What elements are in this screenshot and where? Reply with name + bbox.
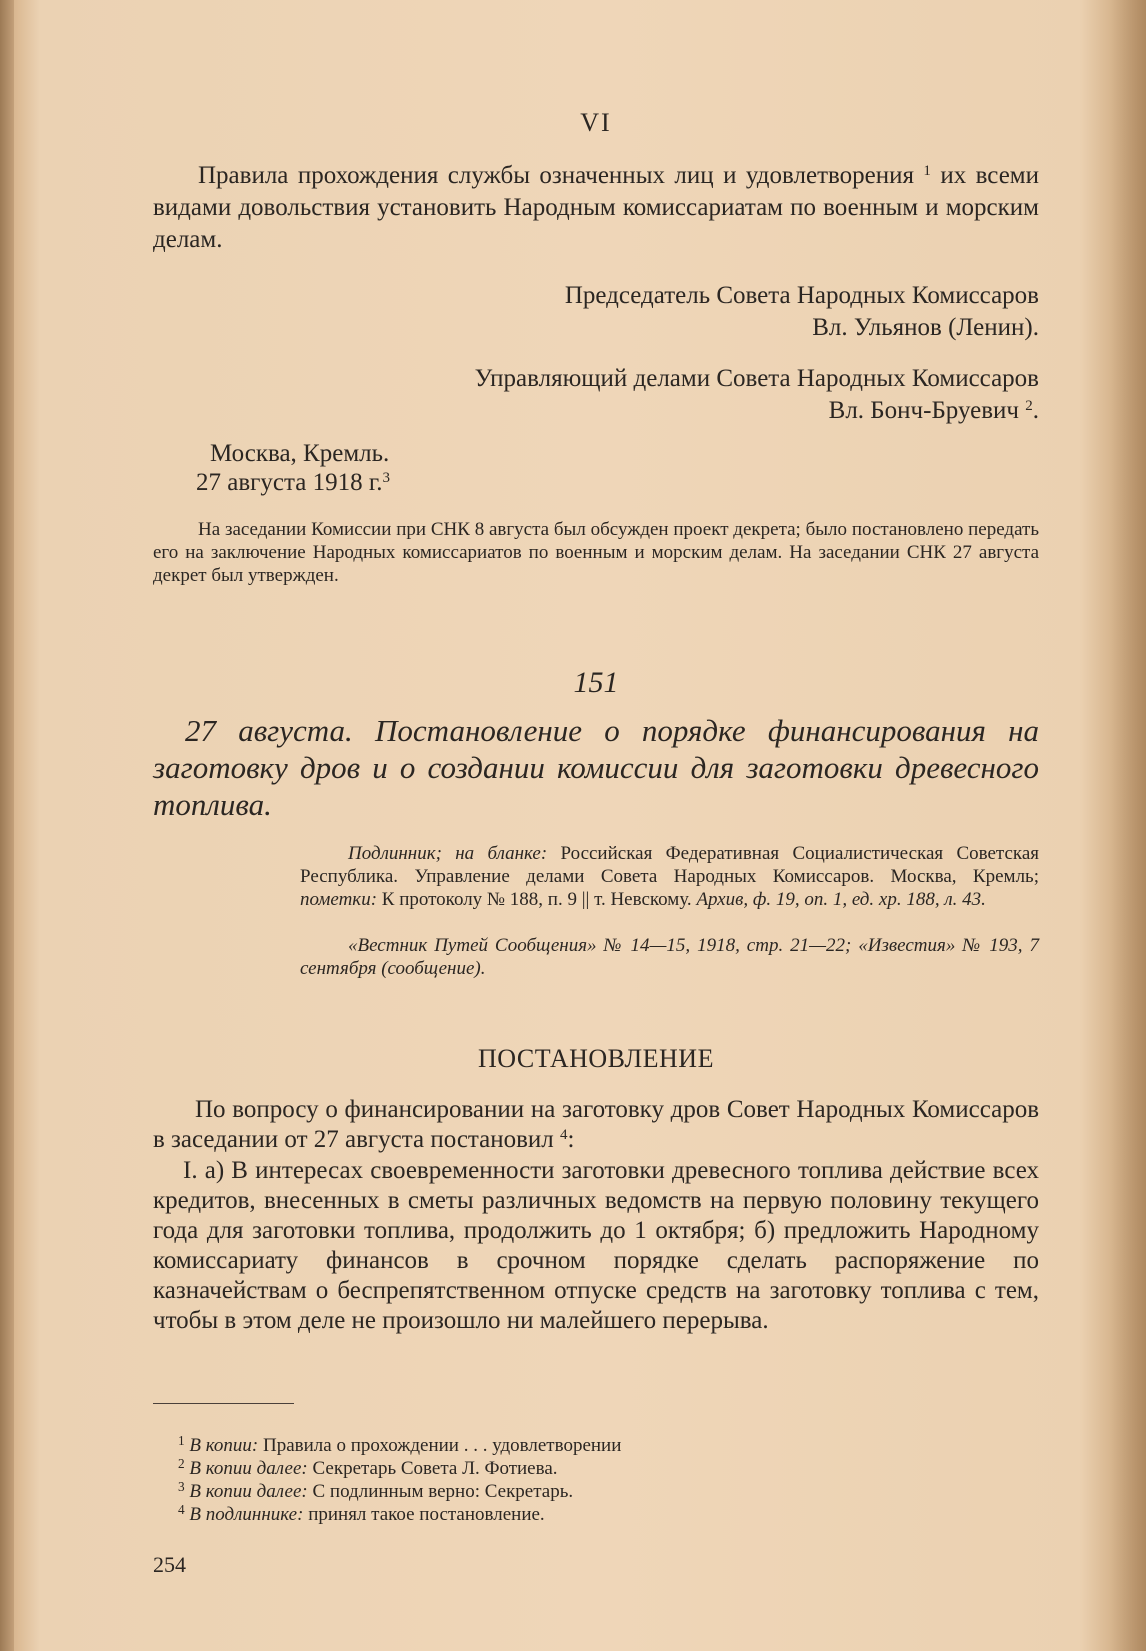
- footnote-item: $^3$ В копии далее: С подлинным верно: Секретарь.: [178, 1479, 574, 1502]
- decree-point-1: I. а) В интересах своевременности заготовки древесного топлива действие всех кредитов, внесенных в сметы различных ведомств на первую половину текущего года для заготовки топлива, продолжить до 1 октября; б) предложить Народному комиссариату финансов в срочном порядке сделать распоряжение по казначействам о беспрепятственном отпуске средств на заготовку топлива с тем, чтобы в этом деле не произошло ни малейшего перерыва.: [153, 1157, 1039, 1334]
- decree-intro: По вопросу о финансировании на заготовку дров Совет Народных Комиссаров в заседании от 27 августа постановил $^4$:: [153, 1096, 1039, 1153]
- signature-chairman-title: Председатель Совета Народных Комиссаров: [564, 282, 1039, 309]
- page-number: 254: [153, 1552, 186, 1577]
- signature-chairman-name: Вл. Ульянов (Ленин).: [812, 314, 1039, 341]
- place-line: Москва, Кремль.: [210, 440, 390, 467]
- rules-paragraph: Правила прохождения службы означенных лиц и удовлетворения $^1$ их всеми видами довольствия установить Народным комиссариатам по военным и морским делам.: [153, 162, 1040, 253]
- editorial-note: На заседании Комиссии при СНК 8 августа был обсужден проект декрета; было постановлено передать его на заключение Народных комиссариатов по военным и морским делам. На заседании СНК 27 августа декрет был утвержден.: [153, 519, 1039, 586]
- footnote-ref-1: 1: [923, 162, 931, 179]
- footnote-item: $^4$ В подлиннике: принял такое постановление.: [178, 1502, 545, 1525]
- footnote-item: $^1$ В копии: Правила о прохождении . . . удовлетворении: [178, 1433, 622, 1456]
- footnotes: [153, 1434, 1039, 1526]
- footnote-ref-4: 4: [560, 1126, 568, 1143]
- decree-heading: ПОСТАНОВЛЕНИЕ: [478, 1044, 714, 1073]
- footnote-divider: [153, 1403, 294, 1404]
- footnote-item: $^2$ В копии далее: Секретарь Совета Л. Фотиева.: [178, 1456, 558, 1479]
- source-note: Подлинник; на бланке: Российская Федеративная Социалистическая Советская Республика. Управление делами Совета Народных Комиссаров. Москва, Кремль; пометки: К протоколу № 188, п. 9 || т. Невскому. Архив, ф. 19, оп. 1, ед. хр. 188, л. 43.: [300, 843, 1039, 910]
- section-number: VI: [580, 108, 612, 137]
- signature-manager-title: Управляющий делами Совета Народных Комиссаров: [474, 365, 1039, 392]
- document-number: 151: [573, 666, 619, 699]
- publication-note: «Вестник Путей Сообщения» № 14—15, 1918, стр. 21—22; «Известия» № 193, 7 сентября (сообщение).: [300, 935, 1039, 979]
- page-binding-edge: [0, 0, 14, 1651]
- date-line: 27 августа 1918 г.$^3$: [196, 469, 391, 496]
- footnote-ref-3: 3: [382, 469, 391, 486]
- footnote-ref-2: 2: [1025, 397, 1033, 414]
- signature-manager-name: Вл. Бонч-Бруевич $^2$.: [828, 397, 1039, 424]
- document-title: 27 августа. Постановление о порядке финансирования на заготовку дров и о создании комиссии для заготовки древесного топлива.: [153, 713, 1039, 822]
- page-outer-edge: [1110, 0, 1146, 1651]
